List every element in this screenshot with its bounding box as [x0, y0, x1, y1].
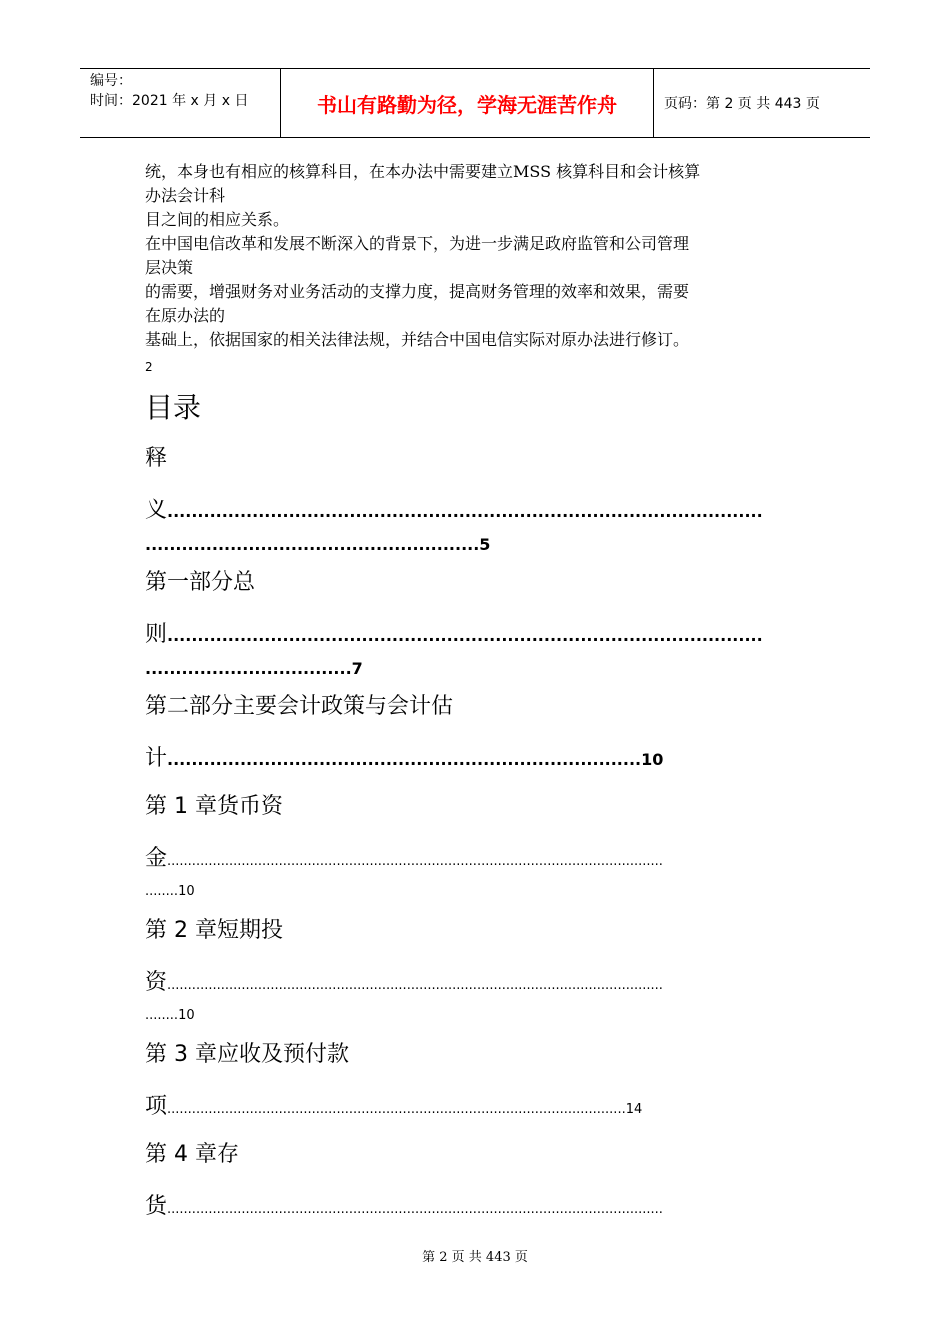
- body-line: 在中国电信改革和发展不断深入的背景下，为进一步满足政府监管和公司管理: [145, 234, 690, 253]
- toc-entry-heading[interactable]: 第 3 章应收及预付款: [145, 1042, 349, 1067]
- toc-entry-heading[interactable]: 第 2 章短期投: [145, 918, 283, 943]
- toc-entry-heading-cont-text: 项: [145, 1094, 168, 1119]
- toc-entry-heading-cont-text: 义: [145, 498, 168, 523]
- toc-page-number: 10: [178, 884, 195, 899]
- page-header: [80, 68, 870, 138]
- toc-entry-heading[interactable]: 第一部分总: [145, 570, 256, 595]
- toc-entry-heading-cont-text: 则: [145, 622, 168, 647]
- toc-title: 目录: [145, 391, 202, 424]
- time-label: 时间：2021 年 x 月 x 日: [90, 93, 249, 109]
- toc-entry-heading-cont[interactable]: [145, 1192, 663, 1225]
- toc-page-number: 5: [479, 535, 491, 554]
- motto: 书山有路勤为径，学海无涯苦作舟: [281, 69, 654, 137]
- body-line: 的需要，增强财务对业务活动的支撑力度，提高财务管理的效率和效果，需要: [145, 282, 690, 301]
- toc-entry-heading-cont-text: 计: [145, 746, 168, 771]
- toc-leader-line[interactable]: ..................................7: [145, 659, 363, 678]
- page-label: 页码：第 2 页 共 443 页: [664, 96, 820, 112]
- toc-entry-heading-cont[interactable]: [145, 1092, 642, 1125]
- header-meta: [80, 69, 281, 137]
- body-text: [145, 160, 810, 352]
- toc-leader-dots: ..................................................................................................: [167, 626, 763, 645]
- body-line: 在原办法的: [145, 306, 226, 325]
- toc-leader-dots: ..................................................................................................: [167, 502, 763, 521]
- toc-leader-dots: ........................................................................................................................: [167, 854, 663, 869]
- toc-leader-line[interactable]: ........10: [145, 884, 195, 899]
- toc-leader-dots: ..............................................................................: [167, 750, 642, 769]
- toc-page-number: 14: [625, 1102, 643, 1117]
- body-line: 统，本身也有相应的核算科目，在本办法中需要建立MSS 核算科目和会计核算: [145, 162, 701, 181]
- toc-entry-heading-cont-text: 金: [145, 846, 168, 871]
- toc-leader-dots: ........................................................................................................................: [167, 978, 663, 993]
- toc-entry-heading-cont[interactable]: [145, 496, 763, 527]
- toc-leader-dots: ........................................................................................................................: [167, 1202, 663, 1217]
- toc-entry-heading[interactable]: 第 4 章存: [145, 1142, 239, 1167]
- toc-entry-heading[interactable]: 第 1 章货币资: [145, 794, 283, 819]
- page-marker: 2: [145, 360, 153, 374]
- toc-page-number: 7: [351, 659, 363, 678]
- toc-entry-heading-cont-text: 资: [145, 970, 168, 995]
- toc-entry-heading[interactable]: 释: [145, 446, 168, 471]
- page-footer: 第 2 页 共 443 页: [422, 1250, 528, 1265]
- body-line: 层决策: [145, 258, 194, 277]
- toc-leader-line[interactable]: ........10: [145, 1008, 195, 1023]
- toc-entry-heading-cont[interactable]: [145, 620, 763, 651]
- body-line: 基础上，依据国家的相关法律法规，并结合中国电信实际对原办法进行修订。: [145, 330, 690, 349]
- toc-entry-heading-cont[interactable]: [145, 844, 663, 877]
- number-label: 编号：: [90, 73, 132, 89]
- toc-leader-line[interactable]: .......................................................5: [145, 535, 491, 554]
- toc-entry-heading-cont-text: 货: [145, 1194, 168, 1219]
- toc-entry-heading[interactable]: 第二部分主要会计政策与会计估: [145, 694, 454, 719]
- toc-page-number: 10: [178, 1008, 195, 1023]
- toc-page-number: 10: [641, 750, 664, 769]
- body-line: 目之间的相应关系。: [145, 210, 290, 229]
- toc-entry-heading-cont[interactable]: [145, 968, 663, 1001]
- toc-entry-heading-cont[interactable]: [145, 744, 663, 775]
- body-line: 办法会计科: [145, 186, 226, 205]
- toc-leader-dots: ...............................................................................................................: [167, 1102, 626, 1117]
